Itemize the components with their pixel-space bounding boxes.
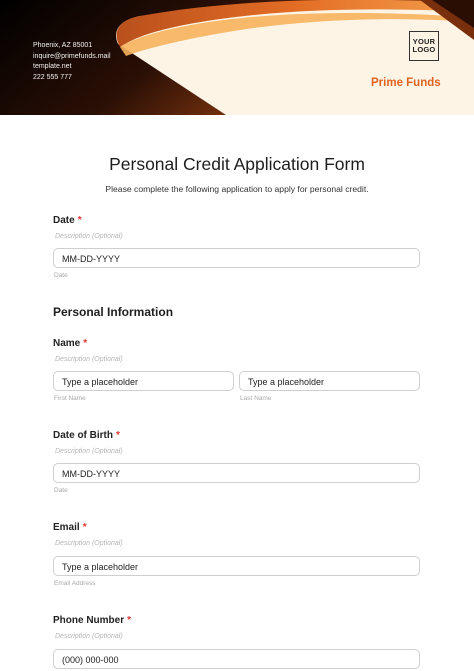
- dob-description: Description (Optional): [55, 448, 123, 455]
- logo-line-2: LOGO: [412, 45, 436, 54]
- date-label: [53, 215, 82, 226]
- date-sublabel: Date: [54, 272, 68, 279]
- name-label-text: Name: [53, 338, 81, 349]
- name-description: Description (Optional): [55, 356, 123, 363]
- phone-label: [53, 615, 131, 626]
- date-label-text: Date: [53, 215, 75, 226]
- first-name-input[interactable]: Type a placeholder: [53, 371, 234, 391]
- phone-label-text: Phone Number: [53, 615, 125, 626]
- email-description: Description (Optional): [55, 540, 123, 547]
- header-banner: [0, 0, 474, 115]
- section-heading-personal: Personal Information: [53, 305, 174, 319]
- phone-input[interactable]: (000) 000-000: [53, 649, 420, 669]
- required-mark: *: [116, 430, 120, 441]
- dob-input[interactable]: MM-DD-YYYY: [53, 463, 420, 483]
- email-input[interactable]: Type a placeholder: [53, 556, 420, 576]
- contact-address: Phoenix, AZ 85001: [33, 42, 93, 49]
- email-sublabel: Email Address: [54, 580, 96, 587]
- date-input[interactable]: MM-DD-YYYY: [53, 248, 420, 268]
- email-label: [53, 522, 87, 533]
- required-mark: *: [127, 615, 132, 626]
- last-name-input[interactable]: Type a placeholder: [239, 371, 420, 391]
- contact-email: inquire@primefunds.mail: [33, 52, 111, 60]
- contact-website: template.net: [33, 63, 72, 70]
- date-description: Description (Optional): [55, 233, 123, 240]
- dob-label-text: Date of Birth: [53, 430, 113, 441]
- contact-info: [33, 41, 111, 83]
- dob-sublabel: Date: [54, 487, 68, 494]
- logo-line-1: YOUR: [412, 37, 436, 46]
- required-mark: *: [77, 215, 82, 226]
- page-title: Personal Credit Application Form: [109, 154, 365, 174]
- contact-phone: 222 555 777: [33, 73, 72, 81]
- page-subtitle: Please complete the following application to apply for personal credit.: [105, 184, 369, 194]
- name-label: [53, 338, 87, 349]
- last-name-sublabel: Last Name: [240, 395, 272, 402]
- brand-name: Prime Funds: [371, 77, 441, 89]
- phone-description: Description (Optional): [55, 633, 123, 640]
- required-mark: *: [82, 522, 87, 533]
- dob-label: [53, 430, 120, 441]
- company-logo: [409, 31, 439, 61]
- first-name-sublabel: First Name: [54, 395, 86, 402]
- email-label-text: Email: [53, 522, 80, 533]
- required-mark: *: [83, 338, 88, 349]
